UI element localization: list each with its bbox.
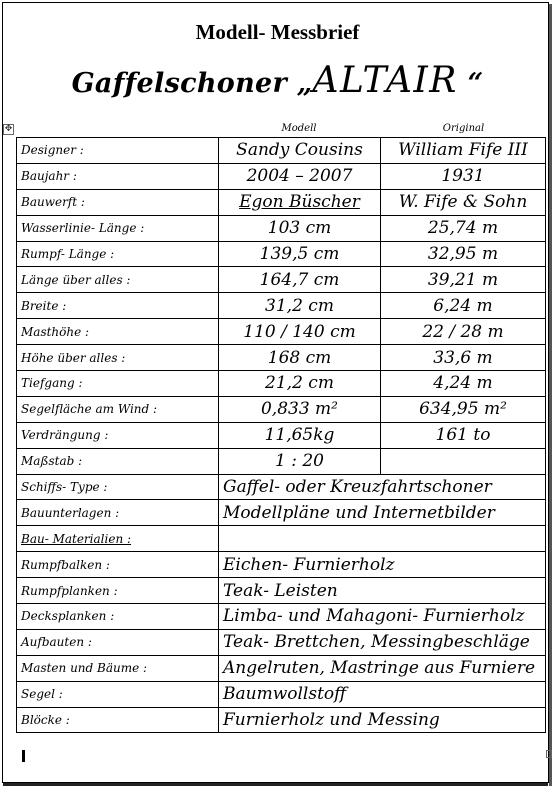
title-ship-name: ALTAIR: [312, 60, 458, 101]
detail-value: Eichen- Furnierholz: [219, 552, 546, 578]
detail-label: Bauunterlagen :: [17, 500, 219, 526]
detail-row: [17, 604, 546, 630]
row-label: Höhe über alles :: [17, 345, 219, 371]
detail-value: [219, 526, 546, 552]
detail-row: [17, 629, 546, 655]
detail-value: Teak- Leisten: [219, 578, 546, 604]
original-value: 634,95 m²: [381, 396, 546, 422]
row-label: Bauwerft :: [17, 189, 219, 215]
page-shadow: [549, 4, 552, 786]
row-label: Segelfläche am Wind :: [17, 396, 219, 422]
column-header-original: Original: [442, 123, 485, 134]
detail-label: Rumpfplanken :: [17, 578, 219, 604]
table-row: [17, 189, 546, 215]
table-row: [17, 163, 546, 189]
table-row: [17, 448, 546, 474]
detail-row: [17, 552, 546, 578]
detail-label: Blöcke :: [17, 707, 219, 733]
original-value: 4,24 m: [381, 371, 546, 397]
detail-value: Modellpläne und Internetbilder: [219, 500, 546, 526]
table-row: [17, 267, 546, 293]
original-value: [381, 448, 546, 474]
model-value: 31,2 cm: [219, 293, 381, 319]
model-value: 2004 – 2007: [219, 163, 381, 189]
table-row: [17, 371, 546, 397]
original-value: 1931: [381, 163, 546, 189]
model-value: 0,833 m²: [219, 396, 381, 422]
original-value: William Fife III: [381, 138, 546, 164]
table-row: [17, 241, 546, 267]
model-value: 110 / 140 cm: [219, 319, 381, 345]
model-value: 168 cm: [219, 345, 381, 371]
original-value: 22 / 28 m: [381, 319, 546, 345]
detail-row: [17, 474, 546, 500]
document-heading: Modell- Messbrief: [195, 20, 360, 44]
model-value: 103 cm: [219, 215, 381, 241]
row-label: Verdrängung :: [17, 422, 219, 448]
detail-label: Segel :: [17, 681, 219, 707]
row-label: Rumpf- Länge :: [17, 241, 219, 267]
row-label: Tiefgang :: [17, 371, 219, 397]
column-header-model: Modell: [281, 123, 317, 134]
original-value: 32,95 m: [381, 241, 546, 267]
model-value: 164,7 cm: [219, 267, 381, 293]
table-row: [17, 422, 546, 448]
table-move-handle-icon[interactable]: ✥: [4, 124, 13, 134]
detail-label: Masten und Bäume :: [17, 655, 219, 681]
original-value: 33,6 m: [381, 345, 546, 371]
row-label: Breite :: [17, 293, 219, 319]
table-row: [17, 345, 546, 371]
detail-label: Schiffs- Type :: [17, 474, 219, 500]
title-suffix: “: [457, 68, 484, 99]
detail-row: [17, 681, 546, 707]
end-of-row-marker-icon: [546, 750, 552, 758]
table-row: [17, 396, 546, 422]
model-value: Egon Büscher: [219, 189, 381, 215]
measurement-table: [16, 137, 546, 733]
detail-value: Teak- Brettchen, Messingbeschläge: [219, 629, 546, 655]
detail-value: Baumwollstoff: [219, 681, 546, 707]
original-value: W. Fife & Sohn: [381, 189, 546, 215]
detail-label: Rumpfbalken :: [17, 552, 219, 578]
table-row: [17, 319, 546, 345]
detail-label: Decksplanken :: [17, 604, 219, 630]
detail-row: [17, 500, 546, 526]
model-value: 11,65kg: [219, 422, 381, 448]
detail-row: [17, 707, 546, 733]
table-row: [17, 215, 546, 241]
detail-label: [17, 526, 219, 552]
detail-label-text: Bau- Materialien :: [21, 531, 132, 546]
model-value: 139,5 cm: [219, 241, 381, 267]
model-value: 21,2 cm: [219, 371, 381, 397]
original-value: 161 to: [381, 422, 546, 448]
table-row: [17, 138, 546, 164]
table-row: [17, 293, 546, 319]
document-title: [0, 60, 555, 101]
row-label: Masthöhe :: [17, 319, 219, 345]
detail-row: [17, 655, 546, 681]
row-label: Wasserlinie- Länge :: [17, 215, 219, 241]
model-value: Sandy Cousins: [219, 138, 381, 164]
detail-value: Limba- und Mahagoni- Furnierholz: [219, 604, 546, 630]
detail-value: Gaffel- oder Kreuzfahrtschoner: [219, 474, 546, 500]
detail-value: Angelruten, Mastringe aus Furniere: [219, 655, 546, 681]
row-label: Länge über alles :: [17, 267, 219, 293]
original-value: 39,21 m: [381, 267, 546, 293]
row-label: Maßstab :: [17, 448, 219, 474]
model-value: 1 : 20: [219, 448, 381, 474]
row-label: Designer :: [17, 138, 219, 164]
row-label: Baujahr :: [17, 163, 219, 189]
detail-value: Furnierholz und Messing: [219, 707, 546, 733]
detail-row: [17, 526, 546, 552]
title-prefix: Gaffelschoner „: [71, 68, 313, 99]
original-value: 25,74 m: [381, 215, 546, 241]
detail-row: [17, 578, 546, 604]
text-cursor: [22, 750, 25, 762]
detail-label: Aufbauten :: [17, 629, 219, 655]
original-value: 6,24 m: [381, 293, 546, 319]
